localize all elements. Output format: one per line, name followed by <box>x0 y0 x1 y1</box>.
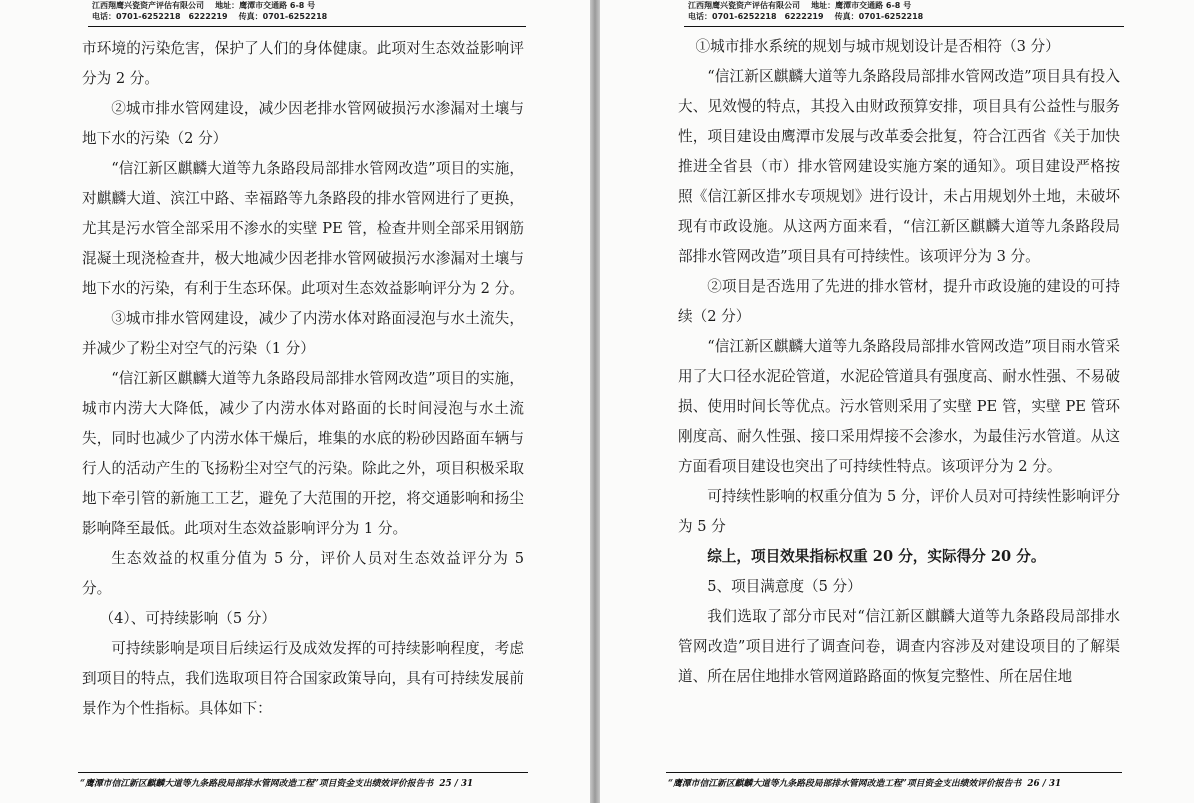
body-text <box>678 32 1120 692</box>
paragraph: “信江新区麒麟大道等九条路段局部排水管网改造”项目的实施，对麒麟大道、滨江中路、幸福路等九条路段的排水管网进行了更换，尤其是污水管全部采用不渗水的实壁 PE 管，检查井则全部采用钢筋混凝土现浇检查井，极大地减少因老排水管网破损污水渗漏对土壤与地下水的污染，有利于生态环保。此项对生态效益影响评分为 2 分。 <box>82 160 524 297</box>
page-number: 26 / 31 <box>1027 779 1062 789</box>
letterhead-fax: 传真：0701-6252218 <box>238 12 328 21</box>
letterhead-phone: 电话：0701-6252218 6222219 <box>92 12 228 21</box>
header-rule <box>88 26 526 27</box>
page-footer <box>668 776 1061 789</box>
letterhead-phone: 电话：0701-6252218 6222219 <box>688 12 824 21</box>
letterhead-fax: 传真：0701-6252218 <box>834 12 924 21</box>
document-page-right <box>600 0 1194 803</box>
footer-rule <box>666 772 1122 773</box>
paragraph: ②项目是否选用了先进的排水管材，提升市政设施的建设的可持续（2 分） <box>678 278 1120 325</box>
page-number: 25 / 31 <box>439 779 474 789</box>
page-footer <box>80 776 473 789</box>
paragraph: “信江新区麒麟大道等九条路段局部排水管网改造”项目的实施，城市内涝大大降低，减少了内涝水体对路面的长时间浸泡与水土流失，同时也减少了内涝水体干燥后，堆集的水底的粉砂因路面车辆与行人的活动产生的飞扬粉尘对空气的污染。除此之外，项目积极采取地下牵引管的新施工工艺，避免了大范围的开挖，将交通影响和扬尘影响降至最低。此项对生态效益影响评分为 1 分。 <box>82 370 524 537</box>
footer-title: “鹰潭市信江新区麒麟大道等九条路段局部排水管网改造工程”项目资金支出绩效评价报告书 <box>80 779 434 789</box>
paragraph: “信江新区麒麟大道等九条路段局部排水管网改造”项目具有投入大、见效慢的特点，其投入由财政预算安排，项目具有公益性与服务性，项目建设由鹰潭市发展与改革委会批复，符合江西省《关于加快推进全省县（市）排水管网建设实施方案的通知》。项目建设严格按照《信江新区排水专项规划》进行设计，未占用规划外土地，未破坏现有市政设施。从这两方面来看，“信江新区麒麟大道等九条路段局部排水管网改造”项目具有可持续性。该项评分为 3 分。 <box>678 68 1120 265</box>
paragraph: ①城市排水系统的规划与城市规划设计是否相符（3 分） <box>695 38 1060 55</box>
footer-title: “鹰潭市信江新区麒麟大道等九条路段局部排水管网改造工程”项目资金支出绩效评价报告书 <box>668 779 1022 789</box>
letterhead <box>688 0 923 22</box>
paragraph: ③城市排水管网建设，减少了内涝水体对路面浸泡与水土流失，并减少了粉尘对空气的污染（1 分） <box>82 310 524 357</box>
paragraph: “信江新区麒麟大道等九条路段局部排水管网改造”项目雨水管采用了大口径水泥砼管道，水泥砼管道具有强度高、耐水性强、不易破损、使用时间长等优点。污水管则采用了实壁 PE 管，实壁 PE 管环刚度高、耐久性强、接口采用焊接不会渗水，为最佳污水管道。从这方面看项目建设也突出了可持续性特点。该项评分为 2 分。 <box>678 338 1120 475</box>
document-page-left <box>0 0 590 803</box>
paragraph: 我们选取了部分市民对“信江新区麒麟大道等九条路段局部排水管网改造”项目进行了调查问卷，调查内容涉及对建设项目的了解渠道、所在居住地排水管网道路路面的恢复完整性、所在居住地 <box>678 608 1120 685</box>
letterhead-address: 地址：鹰潭市交通路 6-8 号 <box>811 1 912 10</box>
header-rule <box>684 26 1124 27</box>
letterhead-address: 地址：鹰潭市交通路 6-8 号 <box>215 1 316 10</box>
letterhead-company: 江西翔鹰兴瓷资产评估有限公司 <box>92 1 204 10</box>
paragraph: 可持续性影响的权重分值为 5 分，评价人员对可持续性影响评分为 5 分 <box>678 488 1120 535</box>
letterhead-company: 江西翔鹰兴瓷资产评估有限公司 <box>688 1 800 10</box>
summary-line: 综上，项目效果指标权重 20 分，实际得分 20 分。 <box>707 548 1046 565</box>
paragraph: 可持续影响是项目后续运行及成效发挥的可持续影响程度，考虑到项目的特点，我们选取项目符合国家政策导向，具有可持续发展前景作为个性指标。具体如下： <box>82 640 524 717</box>
footer-rule <box>78 772 528 773</box>
section-heading: （4）、可持续影响（5 分） <box>99 610 276 627</box>
page-gutter <box>590 0 600 803</box>
paragraph: 市环境的污染危害，保护了人们的身体健康。此项对生态效益影响评分为 2 分。 <box>82 40 524 87</box>
paragraph: 生态效益的权重分值为 5 分，评价人员对生态效益评分为 5 分。 <box>82 550 524 597</box>
paragraph: ②城市排水管网建设，减少因老排水管网破损污水渗漏对土壤与地下水的污染（2 分） <box>82 100 524 147</box>
section-heading: 5、项目满意度（5 分） <box>707 578 862 595</box>
letterhead <box>92 0 327 22</box>
body-text <box>82 34 524 724</box>
